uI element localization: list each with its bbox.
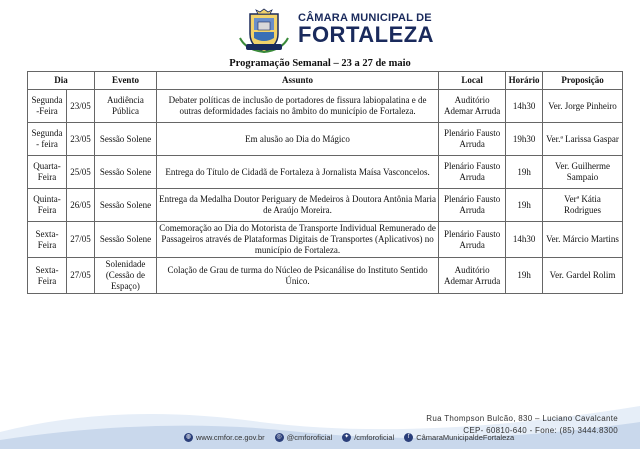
cell-weekday: Sexta-Feira [28,258,67,294]
facebook-icon: f [404,433,413,442]
cell-date: 25/05 [66,156,94,189]
page-title: Programação Semanal – 23 a 27 de maio [229,58,411,69]
cell-subject: Entrega da Medalha Doutor Periguary de Medeiros à Doutora Antônia Maria de Araújo Moreira. [156,189,438,222]
cell-place: Plenário Fausto Arruda [439,189,506,222]
cell-place: Plenário Fausto Arruda [439,123,506,156]
cell-weekday: Segunda -Feira [28,90,67,123]
col-header-day: Dia [28,72,95,90]
cell-place: Auditório Ademar Arruda [439,90,506,123]
contact-facebook[interactable] [404,433,514,442]
col-header-subject: Assunto [156,72,438,90]
cell-place: Plenário Fausto Arruda [439,222,506,258]
col-header-place: Local [439,72,506,90]
contact-website[interactable] [184,433,265,442]
brand-main-text: FORTALEZA [298,22,435,47]
cell-event: Sessão Solene [94,123,156,156]
cell-author: Ver. Guilherme Sampaio [543,156,623,189]
cell-author: Ver. Márcio Martins [543,222,623,258]
cell-time: 19h [506,258,543,294]
cell-date: 23/05 [66,123,94,156]
table-row [28,222,623,258]
cell-subject: Colação de Grau de turma do Núcleo de Psicanálise do Instituto Sentido Único. [156,258,438,294]
contact-bar [184,433,524,442]
schedule-table [27,71,623,294]
cell-event: Sessão Solene [94,189,156,222]
table-row [28,90,623,123]
brand-wordmark [298,12,434,46]
cell-place: Auditório Ademar Arruda [439,258,506,294]
instagram-icon: ◎ [276,434,282,440]
table-header-row [28,72,623,90]
cell-subject: Entrega do Título de Cidadã de Fortaleza à Jornalista Maísa Vasconcelos. [156,156,438,189]
cell-subject: Em alusão ao Dia do Mágico [156,123,438,156]
cell-date: 27/05 [66,258,94,294]
cell-date: 27/05 [66,222,94,258]
cell-author: Ver. Gardel Rolim [543,258,623,294]
cell-author: Ver. Jorge Pinheiro [543,90,623,123]
contact-twitter[interactable] [342,433,394,442]
cell-event: Solenidade (Cessão de Espaço) [94,258,156,294]
cell-author: Ver.ª Larissa Gaspar [543,123,623,156]
cell-time: 19h [506,189,543,222]
address-line-1: Rua Thompson Bulcão, 830 – Luciano Cavalcante [426,414,618,423]
table-row [28,156,623,189]
cell-time: 19h30 [506,123,543,156]
table-row [28,189,623,222]
cell-time: 19h [506,156,543,189]
col-header-event: Evento [94,72,156,90]
cell-author: Verª Kátia Rodrigues [543,189,623,222]
table-row [28,258,623,294]
col-header-author: Proposição [543,72,623,90]
cell-time: 14h30 [506,222,543,258]
cell-weekday: Sexta-Feira [28,222,67,258]
table-row [28,123,623,156]
twitter-icon: ✦ [344,434,350,440]
cell-weekday: Segunda - feira [28,123,67,156]
cell-event: Sessão Solene [94,222,156,258]
letterhead [0,6,640,56]
contact-instagram[interactable] [275,433,333,442]
cell-event: Sessão Solene [94,156,156,189]
cell-time: 14h30 [506,90,543,123]
cell-weekday: Quarta-Feira [28,156,67,189]
cell-weekday: Quinta-Feira [28,189,67,222]
facebook-text: CâmaraMunicipaldeFortaleza [416,433,515,442]
cell-date: 26/05 [66,189,94,222]
globe-icon: ◍ [185,434,192,440]
col-header-time: Horário [506,72,543,90]
cell-event: Audiência Pública [94,90,156,123]
instagram-text: @cmforoficial [286,433,333,442]
cell-place: Plenário Fausto Arruda [439,156,506,189]
website-text: www.cmfor.ce.gov.br [196,433,265,442]
address-line-2: CEP- 60810-640 - Fone: (85) 3444.8300 [463,426,618,435]
twitter-text: /cmforoficial [354,433,395,442]
city-crest-icon [236,8,292,54]
brand-top-text: CÂMARA MUNICIPAL DE [298,12,432,24]
cell-subject: Debater políticas de inclusão de portadores de fissura labiopalatina e de outras deformidades faciais no âmbito do município de Fortaleza. [156,90,438,123]
cell-date: 23/05 [66,90,94,123]
cell-subject: Comemoração ao Dia do Motorista de Transporte Individual Remunerado de Passageiros através de Plataformas Digitais de Transportes (Aplicativos) no município de Fortaleza. [156,222,438,258]
